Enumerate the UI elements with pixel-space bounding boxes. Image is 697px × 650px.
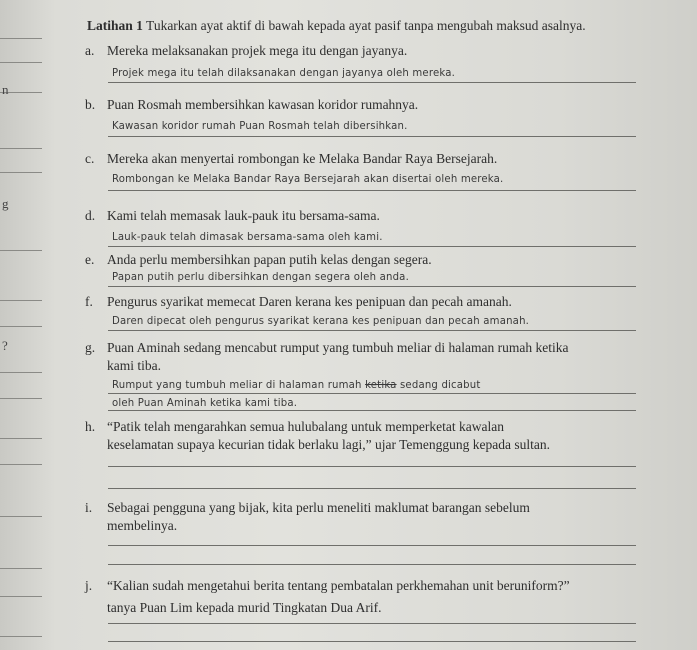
margin-rule: [0, 326, 42, 327]
question-text: Anda perlu membersihkan papan putih kelas dengan segera.: [107, 252, 432, 267]
question-text: Sebagai pengguna yang bijak, kita perlu meneliti maklumat barangan sebelum: [107, 500, 530, 515]
answer-line[interactable]: [108, 545, 636, 546]
question-label: j.: [85, 578, 93, 593]
question-text: “Kalian sudah mengetahui berita tentang pembatalan perkhemahan unit beruniform?”: [107, 578, 570, 593]
margin-rule: [0, 464, 42, 465]
question-j-continued: [107, 600, 381, 616]
question-label: h.: [85, 419, 96, 434]
margin-rule: [0, 636, 42, 637]
answer-line[interactable]: [108, 136, 636, 137]
exercise-instruction: [87, 18, 586, 34]
answer-line[interactable]: [108, 82, 636, 83]
margin-rule: [0, 596, 42, 597]
question-text: membelinya.: [107, 518, 178, 533]
answer-line[interactable]: [108, 466, 636, 467]
question-h-continued: [107, 437, 550, 453]
question-i-continued: [107, 518, 177, 534]
handwritten-answer: Projek mega itu telah dilaksanakan dengan jayanya oleh mereka.: [112, 66, 456, 79]
handwritten-answer: oleh Puan Aminah ketika kami tiba.: [112, 396, 298, 409]
question-label: e.: [85, 252, 95, 267]
margin-mark: ?: [2, 338, 8, 353]
margin-rule: [0, 516, 42, 517]
question-text: “Patik telah mengarahkan semua hulubalang untuk memperketat kawalan: [107, 419, 504, 434]
margin-rule: [0, 372, 42, 373]
answer-line[interactable]: [108, 330, 636, 331]
answer-line[interactable]: [108, 190, 636, 191]
answer-part: Rumput yang tumbuh meliar di halaman rumah: [112, 378, 362, 391]
margin-mark: g: [2, 196, 9, 211]
handwritten-answer: Papan putih perlu dibersihkan dengan segera oleh anda.: [112, 270, 409, 283]
answer-line[interactable]: [108, 246, 636, 247]
question-g-continued: [107, 358, 161, 374]
question-text: Mereka melaksanakan projek mega itu dengan jayanya.: [107, 43, 408, 58]
question-label: i.: [85, 500, 93, 515]
question-text: Puan Rosmah membersihkan kawasan koridor rumahnya.: [107, 97, 419, 112]
answer-line[interactable]: [108, 286, 636, 287]
handwritten-answer: Daren dipecat oleh pengurus syarikat kerana kes penipuan dan pecah amanah.: [112, 314, 530, 327]
question-text: tanya Puan Lim kepada murid Tingkatan Dua Arif.: [107, 600, 382, 615]
margin-rule: [0, 438, 42, 439]
question-text: keselamatan supaya kecurian tidak berlaku lagi,” ujar Temenggung kepada sultan.: [107, 437, 551, 452]
answer-line[interactable]: [108, 410, 636, 411]
answer-line[interactable]: [108, 564, 636, 565]
margin-rule: [0, 300, 42, 301]
answer-line[interactable]: [108, 393, 636, 394]
question-text: Puan Aminah sedang mencabut rumput yang tumbuh meliar di halaman rumah ketika: [107, 340, 569, 355]
exercise-title: Latihan 1: [87, 18, 143, 33]
handwritten-answer: Rombongan ke Melaka Bandar Raya Bersejarah akan disertai oleh mereka.: [112, 172, 504, 185]
question-label: c.: [85, 151, 95, 166]
handwritten-answer: [112, 378, 481, 391]
margin-rule: [0, 250, 42, 251]
question-label: a.: [85, 43, 95, 58]
question-label: g.: [85, 340, 96, 355]
question-text: kami tiba.: [107, 358, 161, 373]
struck-word: ketika: [365, 378, 397, 391]
margin-rule: [0, 148, 42, 149]
margin-rule: [0, 38, 42, 39]
answer-line[interactable]: [108, 488, 636, 489]
question-label: d.: [85, 208, 96, 223]
margin-rule: [0, 398, 42, 399]
question-text: Mereka akan menyertai rombongan ke Melaka Bandar Raya Bersejarah.: [107, 151, 498, 166]
margin-mark: n: [2, 82, 9, 97]
handwritten-answer: Lauk-pauk telah dimasak bersama-sama oleh kami.: [112, 230, 383, 243]
instruction-text: Tukarkan ayat aktif di bawah kepada ayat pasif tanpa mengubah maksud asalnya.: [146, 18, 586, 33]
question-text: Kami telah memasak lauk-pauk itu bersama-sama.: [107, 208, 380, 223]
question-label: f.: [85, 294, 93, 309]
question-label: b.: [85, 97, 96, 112]
margin-rule: [0, 568, 42, 569]
margin-rule: [0, 172, 42, 173]
answer-line[interactable]: [108, 641, 636, 642]
question-text: Pengurus syarikat memecat Daren kerana kes penipuan dan pecah amanah.: [107, 294, 512, 309]
answer-line[interactable]: [108, 623, 636, 624]
handwritten-answer: Kawasan koridor rumah Puan Rosmah telah dibersihkan.: [112, 119, 408, 132]
margin-rule: [0, 62, 42, 63]
answer-part: sedang dicabut: [399, 378, 481, 391]
